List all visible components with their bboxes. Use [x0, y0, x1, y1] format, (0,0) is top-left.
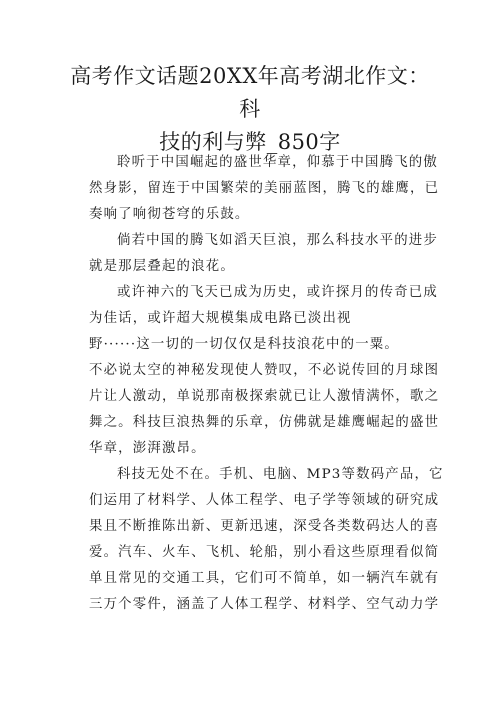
- paragraph-line: 倘若中国的腾飞如滔天巨浪，那么科技水平的进步: [117, 233, 438, 248]
- paragraph-line: 三万个零件，涵盖了人体工程学、材料学、空气动力学: [89, 597, 440, 612]
- paragraph-line: 们运用了材料学、人体工程学、电子学等领域的研究成: [89, 493, 440, 508]
- paragraph-line: 然身影，留连于中国繁荣的美丽蓝图，腾飞的雄鹰，已: [89, 181, 440, 196]
- paragraph-line: 华章，澎湃激昂。: [89, 441, 206, 456]
- paragraph-line: 不必说太空的神秘发现使人赞叹，不必说传回的月球图: [89, 363, 440, 378]
- paragraph-line: 爱。汽车、火车、飞机、轮船，别小看这些原理看似简: [89, 545, 440, 560]
- paragraph-line: 野······这一切的一切仅仅是科技浪花中的一粟。: [89, 337, 399, 352]
- paragraph-line: 舞之。科技巨浪热舞的乐章，仿佛就是雄鹰崛起的盛世: [89, 415, 440, 430]
- document-body: [89, 150, 444, 618]
- paragraph-line: 奏响了响彻苍穹的乐鼓。: [89, 207, 250, 222]
- title-line-2: 技的利与弊_850字: [159, 130, 341, 154]
- document-title: [60, 60, 440, 159]
- paragraph-line: 聆听于中国崛起的盛世华章，仰慕于中国腾飞的傲: [117, 155, 438, 170]
- paragraph-line: 或许神六的飞天已成为历史，或许探月的传奇已成: [117, 285, 438, 300]
- paragraph-line: 科技无处不在。手机、电脑、MP3等数码产品，它: [117, 467, 444, 482]
- paragraph-line: 片让人激动，单说那南极探索就已让人激情满怀，歌之: [89, 389, 440, 404]
- paragraph-line: 为佳话，或许超大规模集成电路已淡出视: [89, 311, 352, 326]
- paragraph-line: 单且常见的交通工具，它们可不简单，如一辆汽车就有: [89, 571, 440, 586]
- paragraph-line: 果且不断推陈出新、更新迅速，深受各类数码达人的喜: [89, 519, 440, 534]
- title-line-1: 高考作文话题20XX年高考湖北作文：科: [70, 64, 430, 121]
- paragraph-line: 就是那层叠起的浪花。: [89, 259, 235, 274]
